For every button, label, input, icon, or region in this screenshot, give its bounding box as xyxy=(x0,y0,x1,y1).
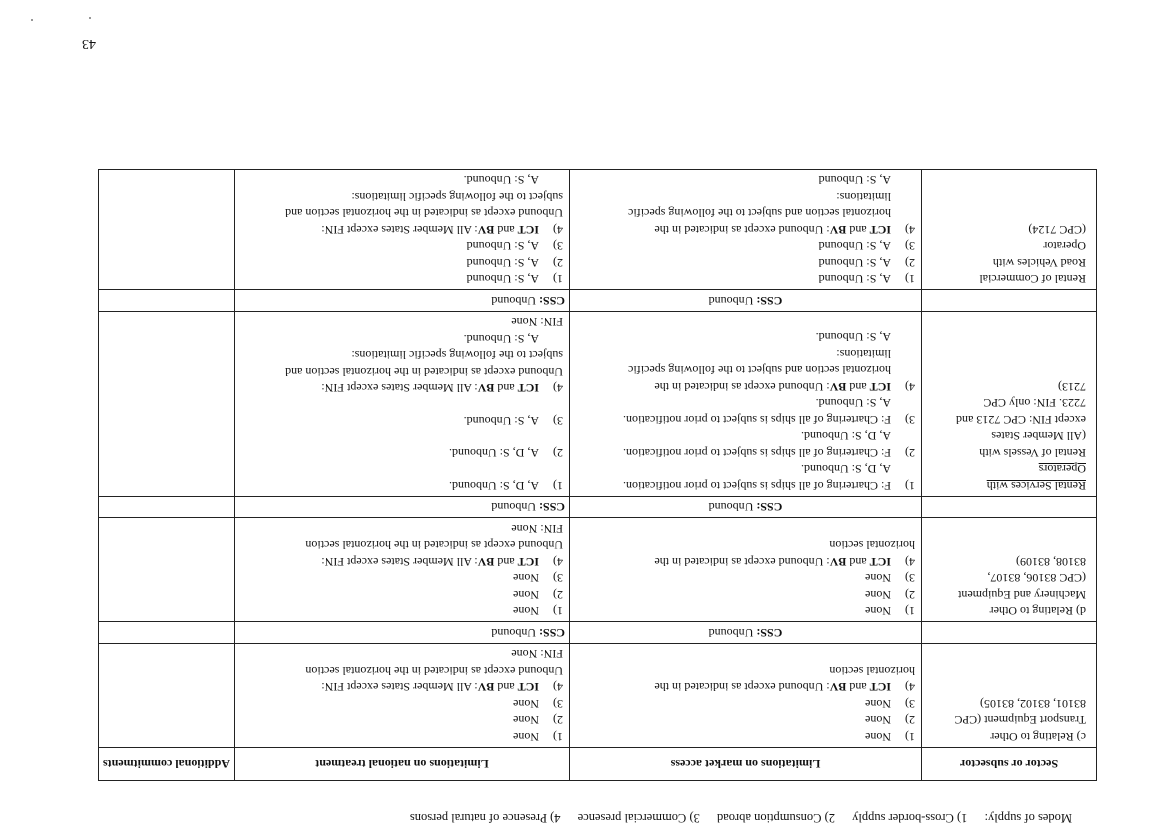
nt-mode-4: ICT and BV: All Member States except FIN: xyxy=(321,680,539,695)
sector-line: Road Vehicles with xyxy=(992,256,1086,270)
ma-mode-2: A, S: Unbound xyxy=(818,256,891,270)
css-additional-cell xyxy=(99,290,235,312)
css-sector-cell xyxy=(922,622,1097,644)
nt-mode-4-cont2: subject to the following specific limitations: xyxy=(351,348,563,363)
sector-line: Operator xyxy=(1043,239,1086,254)
table-row xyxy=(99,644,1097,748)
sector-cell xyxy=(922,170,1097,291)
sector-cell xyxy=(922,312,1097,497)
ma-mode-3: None xyxy=(865,697,891,711)
ma-mode-3: None xyxy=(865,571,891,586)
ma-mode-4-cont: horizontal section and subject to the following specific xyxy=(628,206,891,221)
css-additional-cell xyxy=(99,497,235,519)
mode-2: 2) Consumption abroad xyxy=(716,811,835,825)
market-access-cell: 1) A, S: Unbound 2) A, S: Unbound 3) A, S: Unbound 4) ICT and BV: Unbound except as indicated in the horizontal section and subject to the following specific limitations: A, S: Unbound xyxy=(570,170,922,291)
nt-mode-4: ICT and BV: All Member States except FIN: xyxy=(321,555,539,569)
ma-mode-2: F: Chartering of all ships is subject to prior notification. xyxy=(623,446,891,460)
ma-mode-3: A, S: Unbound xyxy=(818,239,891,254)
ma-mode-1: F: Chartering of all ships is subject to prior notification. xyxy=(623,479,891,493)
nt-mode-4-cont: Unbound except as indicated in the horizontal section and xyxy=(285,206,563,221)
sector-line: Machinery and Equipment xyxy=(958,588,1086,602)
nt-mode-4-cont2: subject to the following specific limitations: xyxy=(351,190,563,204)
table-row xyxy=(99,518,1097,622)
css-ma-cell: CSS: Unbound xyxy=(570,497,922,519)
ma-mode-4-as: A, S: Unbound xyxy=(818,173,891,188)
ma-mode-4-cont: horizontal section xyxy=(829,664,915,678)
sector-line: 83108, 83109) xyxy=(1016,555,1086,569)
nt-mode-3: A, S: Unbound xyxy=(466,239,539,254)
table-row xyxy=(99,170,1097,291)
ma-mode-2: None xyxy=(865,588,891,602)
national-treatment-cell: 1) A, S: Unbound 2) A, S: Unbound 3) A, S: Unbound 4) ICT and BV: All Member States except FIN: Unbound except as indicated in the horizontal section and subject to the following specific limitations: A, S: Unbound. xyxy=(235,170,570,291)
ma-mode-4: ICT and BV: Unbound except as indicated in the xyxy=(654,680,891,695)
nt-mode-3: None xyxy=(513,697,539,711)
market-access-cell: 1) F: Chartering of all ships is subject to prior notification. A, D, S: Unbound. 2) F: Chartering of all ships is subject to prior notification. A, D, S: Unbound. 3) F: Chartering of all ships is subject to prior notification. A, S: Unbound. 4) ICT and BV: Unbound except as indicated in the horizontal section and subject to the following specific limitations: A, S: Unbound. xyxy=(570,312,922,497)
nt-mode-2: A, S: Unbound xyxy=(466,256,539,270)
css-row xyxy=(99,497,1097,519)
css-ma-cell: CSS: Unbound xyxy=(570,622,922,644)
national-treatment-cell: 1) A, D, S: Unbound. 2) A, D, S: Unbound. 3) A, S: Unbound. 4) ICT and BV: All Member States except FIN: Unbound except as indicated in the horizontal section and subject to the following specific limitations: A, S: Unbound. FIN: None xyxy=(235,312,570,497)
ma-mode-1: A, S: Unbound xyxy=(818,272,891,287)
additional-cell xyxy=(99,518,235,622)
schedule-table xyxy=(98,169,1097,781)
table-row xyxy=(99,312,1097,497)
nt-mode-4-fin: FIN: None xyxy=(511,522,563,536)
sector-line: Rental of Vessels with xyxy=(979,446,1086,460)
ma-mode-2-cont: A, D, S: Unbound. xyxy=(800,429,891,444)
sector-line: (All Member States xyxy=(991,429,1086,444)
mode-3: 3) Commercial presence xyxy=(577,811,700,825)
sector-line: c) Relating to Other xyxy=(990,730,1086,744)
nt-mode-4: ICT and BV: All Member States except FIN: xyxy=(321,223,539,237)
ma-mode-3-cont: A, S: Unbound. xyxy=(815,396,891,411)
header-national-treatment: Limitations on national treatment xyxy=(235,748,570,781)
nt-mode-1: A, D, S: Unbound. xyxy=(448,479,539,493)
sector-line: 7213) xyxy=(1058,380,1086,394)
sector-line: (CPC 7124) xyxy=(1028,223,1086,237)
ma-mode-1: None xyxy=(865,604,891,619)
ma-mode-1-cont: A, D, S: Unbound. xyxy=(800,462,891,477)
scan-speck xyxy=(31,19,33,21)
header-additional: Additional commitments xyxy=(99,748,235,781)
ma-mode-4-cont: horizontal section and subject to the following specific xyxy=(628,363,891,378)
national-treatment-cell: 1) None 2) None 3) None 4) ICT and BV: All Member States except FIN: Unbound except as indicated in the horizontal section FIN: None xyxy=(235,518,570,622)
nt-mode-4-cont: Unbound except as indicated in the horizontal section and xyxy=(285,365,563,379)
nt-mode-1: A, S: Unbound xyxy=(466,272,539,287)
additional-cell xyxy=(99,312,235,497)
sector-line: d) Relating to Other xyxy=(989,604,1086,619)
nt-mode-1: None xyxy=(513,604,539,619)
sector-line: 7223. FIN: only CPC xyxy=(983,396,1086,411)
sector-title: Rental Services with xyxy=(986,479,1086,493)
ma-mode-4-cont: horizontal section xyxy=(829,538,915,553)
ma-mode-4-as: A, S: Unbound. xyxy=(815,330,891,345)
header-market-access: Limitations on market access xyxy=(570,748,922,781)
ma-mode-4: ICT and BV: Unbound except as indicated in the xyxy=(654,555,891,569)
mode-4: 4) Presence of natural persons xyxy=(409,811,561,825)
sector-line: except FIN: CPC 7213 and xyxy=(956,413,1086,427)
css-nt-cell: CSS: Unbound xyxy=(235,290,570,312)
css-ma-cell: CSS: Unbound xyxy=(570,290,922,312)
ma-mode-4: ICT and BV: Unbound except as indicated in the xyxy=(654,223,891,237)
scan-speck xyxy=(89,17,91,19)
sector-line: Rental of Commercial xyxy=(979,272,1086,287)
css-additional-cell xyxy=(99,622,235,644)
national-treatment-cell: 1) None 2) None 3) None 4) ICT and BV: All Member States except FIN: Unbound except as indicated in the horizontal section FIN: None xyxy=(235,644,570,748)
sector-cell xyxy=(922,518,1097,622)
sector-line: 83101, 83102, 83105) xyxy=(980,697,1086,711)
nt-mode-2: A, D, S: Unbound. xyxy=(448,446,539,461)
nt-mode-3: None xyxy=(513,571,539,586)
modes-of-supply xyxy=(72,810,1072,825)
ma-mode-4: ICT and BV: Unbound except as indicated in the xyxy=(654,380,891,394)
sector-title: Operators xyxy=(1038,462,1086,477)
nt-mode-4-as: A, S: Unbound. xyxy=(463,332,539,346)
market-access-cell: 1) None 2) None 3) None 4) ICT and BV: Unbound except as indicated in the horizontal section xyxy=(570,644,922,748)
css-row xyxy=(99,622,1097,644)
ma-mode-1: None xyxy=(865,730,891,744)
sector-line: Transport Equipment (CPC xyxy=(954,713,1086,728)
modes-label: Modes of supply: xyxy=(984,811,1072,825)
nt-mode-2: None xyxy=(513,713,539,728)
css-nt-cell: CSS: Unbound xyxy=(235,622,570,644)
sector-cell xyxy=(922,644,1097,748)
css-row xyxy=(99,290,1097,312)
css-nt-cell: CSS: Unbound xyxy=(235,497,570,519)
market-access-cell: 1) None 2) None 3) None 4) ICT and BV: Unbound except as indicated in the horizontal section xyxy=(570,518,922,622)
nt-mode-4-cont: Unbound except as indicated in the horizontal section xyxy=(305,538,563,553)
ma-mode-3: F: Chartering of all ships is subject to prior notification. xyxy=(623,413,891,427)
ma-mode-4-cont2: limitations: xyxy=(836,190,891,204)
nt-mode-4-fin: FIN: None xyxy=(511,647,563,662)
css-sector-cell xyxy=(922,290,1097,312)
nt-mode-4: ICT and BV: All Member States except FIN: xyxy=(321,381,539,396)
mode-1: 1) Cross-border supply xyxy=(852,811,968,825)
css-sector-cell xyxy=(922,497,1097,519)
ma-mode-2: None xyxy=(865,713,891,728)
additional-cell xyxy=(99,170,235,291)
nt-mode-4-as: A, S: Unbound. xyxy=(463,173,539,188)
nt-mode-3: A, S: Unbound. xyxy=(463,414,539,428)
nt-mode-1: None xyxy=(513,730,539,744)
header-sector: Sector or subsector xyxy=(922,748,1097,781)
nt-mode-2: None xyxy=(513,588,539,602)
additional-cell xyxy=(99,644,235,748)
nt-mode-4-fin: FIN: None xyxy=(511,315,563,330)
page-number: 43 xyxy=(82,36,96,51)
header-row xyxy=(99,748,1097,781)
nt-mode-4-cont: Unbound except as indicated in the horizontal section xyxy=(305,664,563,678)
ma-mode-4-cont2: limitations: xyxy=(836,347,891,361)
sector-line: (CPC 83106, 83107, xyxy=(987,571,1086,586)
